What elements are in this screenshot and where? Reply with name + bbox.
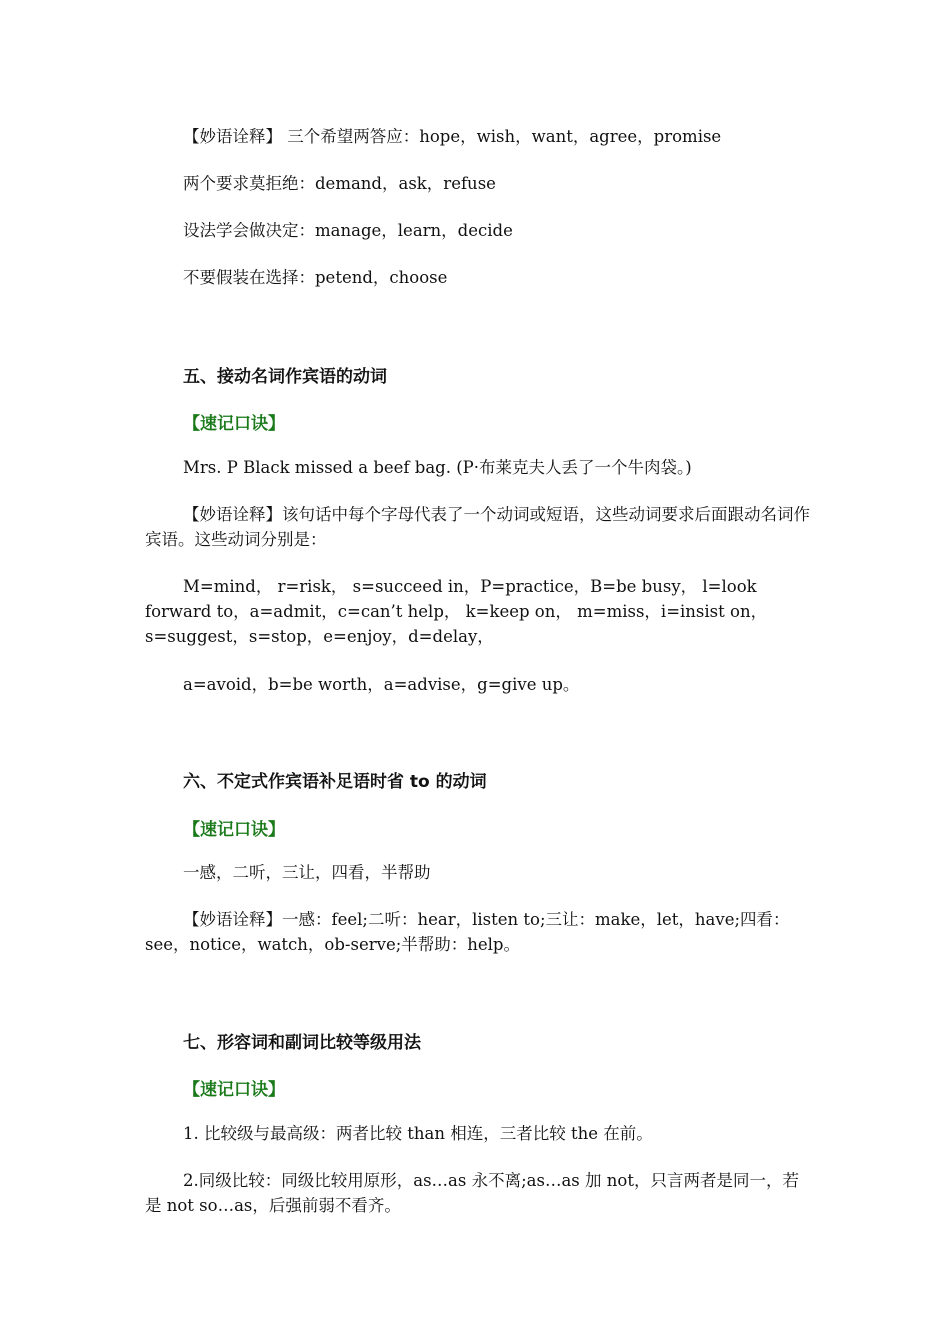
mnemonic-label-5: 【速记口诀】 [183, 414, 285, 434]
paragraph-hope-wish: 【妙语诠释】 三个希望两答应：hope，wish，want，agree，promise [183, 127, 722, 146]
paragraph-explanation-6: 【妙语诠释】一感：feel;二听：hear，listen to;三让：make，let，have;四看：see，notice，watch，ob-serve;半帮助：help。 [145, 910, 790, 954]
paragraph-mnemonic-sentence: Mrs. P Black missed a beef bag. (P·布莱克夫人丢了一个牛肉袋。) [183, 458, 692, 477]
section-heading-5: 五、接动名词作宾语的动词 [183, 367, 387, 387]
paragraph-verb-list: M=mind， r=risk， s=succeed in，P=practice，B=be busy， l=look forward to，a=admit，c=can’t help， k=keep on， m=miss，i=insist on，s=suggest，s=stop，e=enjoy，d=delay， [145, 577, 768, 646]
paragraph-manage-learn: 设法学会做决定：manage，learn，decide [183, 221, 513, 240]
paragraph-verb-list-end: a=avoid，b=be worth，a=advise，g=give up。 [183, 675, 580, 694]
paragraph-comparative: 1. 比较级与最高级：两者比较 than 相连，三者比较 the 在前。 [183, 1124, 653, 1143]
paragraph-demand-ask: 两个要求莫拒绝：demand，ask，refuse [183, 174, 496, 193]
mnemonic-label-6: 【速记口诀】 [183, 820, 285, 840]
paragraph-explanation-5: 【妙语诠释】该句话中每个字母代表了一个动词或短语，这些动词要求后面跟动名词作宾语。这些动词分别是： [145, 505, 810, 549]
section-heading-6: 六、不定式作宾语补足语时省 to 的动词 [183, 772, 487, 792]
section-heading-7: 七、形容词和副词比较等级用法 [183, 1033, 421, 1053]
mnemonic-label-7: 【速记口诀】 [183, 1080, 285, 1100]
paragraph-petend-choose: 不要假装在选择：petend，choose [183, 268, 448, 287]
paragraph-mnemonic-6: 一感，二听，三让，四看，半帮助 [183, 863, 431, 882]
paragraph-equal-comparison: 2.同级比较：同级比较用原形，as…as 永不离;as…as 加 not，只言两者是同一，若是 not so…as，后强前弱不看齐。 [145, 1171, 799, 1215]
